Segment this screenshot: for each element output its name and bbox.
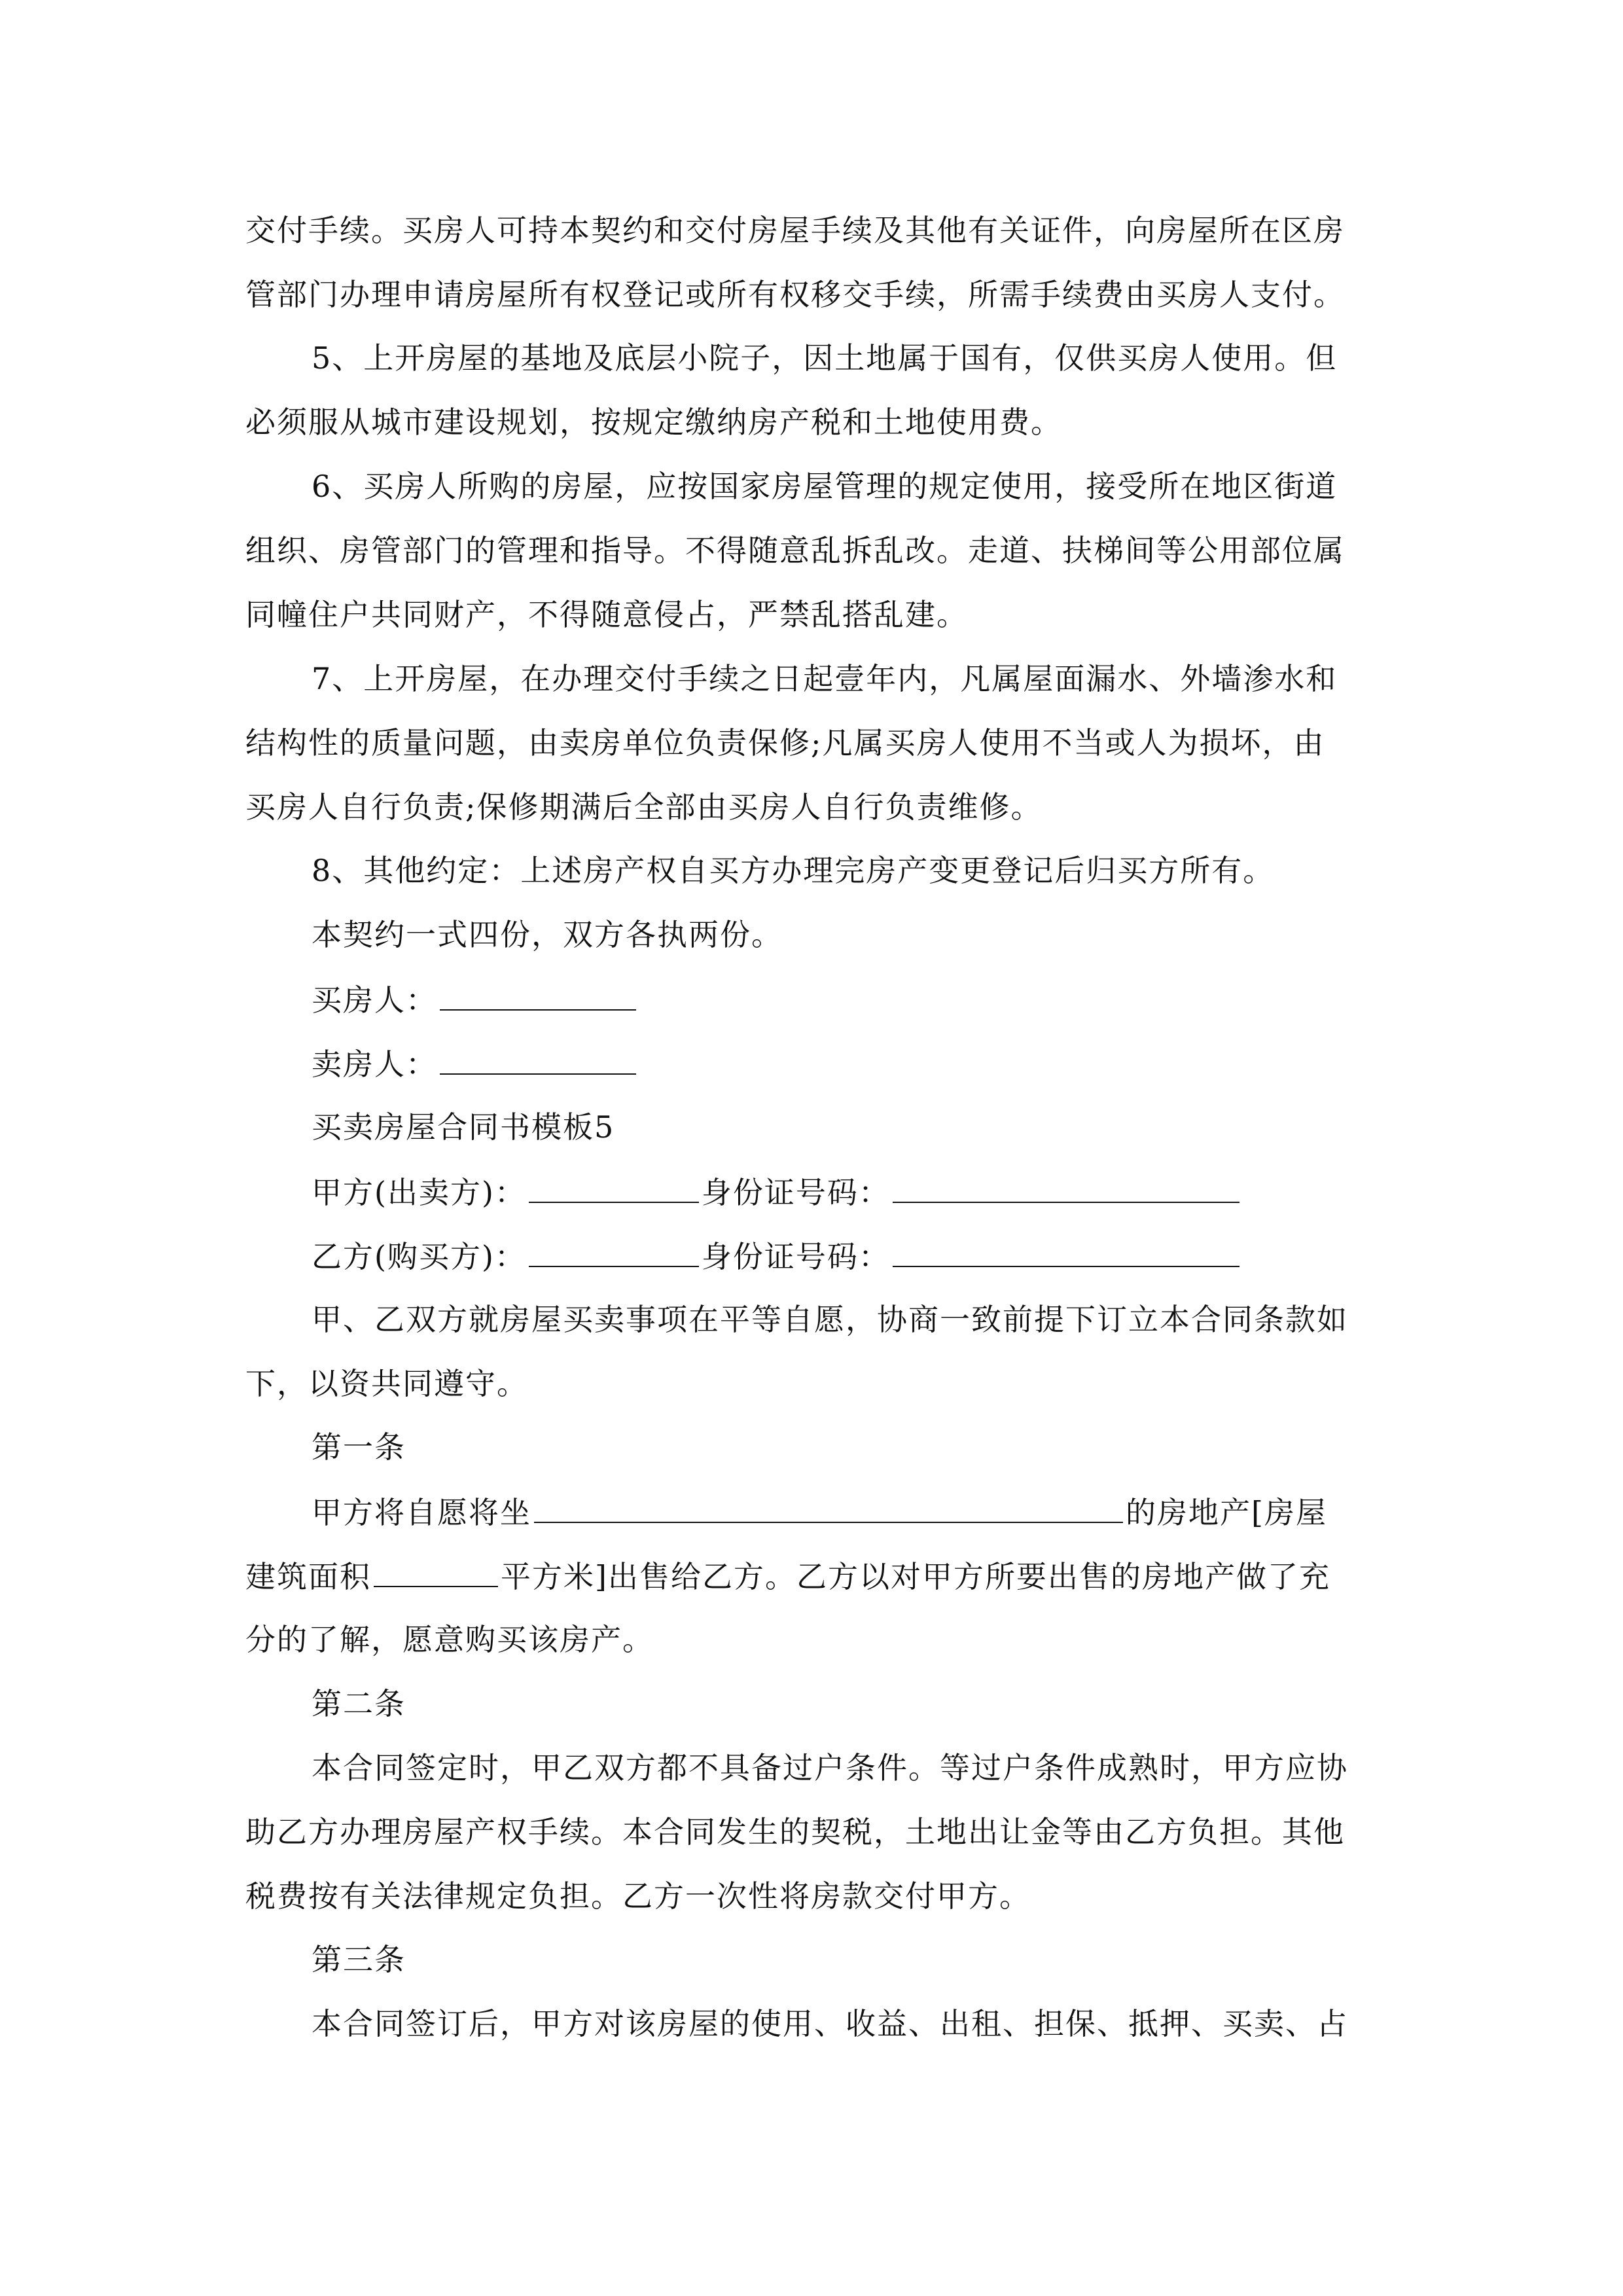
party-b-id-blank[interactable] [893,1236,1240,1267]
text-line: 必须服从城市建设规划，按规定缴纳房产税和土地使用费。 [245,404,1062,440]
party-b-label: 乙方(购买方)： [312,1239,526,1274]
article-1-line [312,1492,1327,1531]
party-a-name-blank[interactable] [529,1172,699,1203]
party-a-id-label: 身份证号码： [701,1175,890,1210]
article-1-text: 甲方将自愿将坐 [312,1495,531,1530]
intro-line: 下，以资共同遵守。 [245,1366,528,1401]
text-line: 买房人自行负责;保修期满后全部由买房人自行负责维修。 [245,789,1043,825]
party-b-line [312,1236,1242,1275]
seller-label: 卖房人： [312,1047,437,1082]
article-1-line [245,1556,1330,1595]
party-a-label: 甲方(出卖方)： [312,1175,526,1210]
text-line: 5、上开房屋的基地及底层小院子，因土地属于国有，仅供买房人使用。但 [312,340,1338,376]
text-line: 本契约一式四份，双方各执两份。 [312,917,783,952]
text-line: 7、上开房屋，在办理交付手续之日起壹年内，凡属屋面漏水、外墙渗水和 [312,661,1338,696]
party-b-id-label: 身份证号码： [701,1239,890,1274]
buyer-signature-line [312,979,639,1018]
text-line: 交付手续。买房人可持本契约和交付房屋手续及其他有关证件，向房屋所在区房 [245,213,1345,248]
seller-blank[interactable] [440,1043,636,1075]
article-2-line: 助乙方办理房屋产权手续。本合同发生的契税，土地出让金等由乙方负担。其他 [245,1814,1345,1850]
text-line: 同幢住户共同财产，不得随意侵占，严禁乱搭乱建。 [245,597,968,632]
text-line: 管部门办理申请房屋所有权登记或所有权移交手续，所需手续费由买房人支付。 [245,277,1345,312]
article-2-heading: 第二条 [312,1686,406,1721]
article-1-text: 平方米]出售给乙方。乙方以对甲方所要出售的房地产做了充 [501,1559,1330,1594]
text-line: 6、买房人所购的房屋，应按国家房屋管理的规定使用，接受所在地区街道 [312,469,1338,504]
template-title: 买卖房屋合同书模板5 [312,1109,615,1145]
property-location-blank[interactable] [534,1492,1123,1523]
area-blank[interactable] [374,1556,498,1587]
article-1-text: 建筑面积 [245,1559,371,1594]
seller-signature-line [312,1043,639,1083]
article-1-text: 的房地产[房屋 [1126,1495,1327,1530]
article-3-heading: 第三条 [312,1942,406,1977]
article-2-line: 本合同签定时，甲乙双方都不具备过户条件。等过户条件成熟时，甲方应协 [312,1750,1348,1785]
text-line: 8、其他约定：上述房产权自买方办理完房产变更登记后归买方所有。 [312,853,1275,888]
article-1-line: 分的了解，愿意购买该房产。 [245,1622,654,1657]
party-a-line [312,1172,1242,1211]
party-a-id-blank[interactable] [893,1172,1240,1203]
buyer-label: 买房人： [312,982,437,1018]
intro-line: 甲、乙双方就房屋买卖事项在平等自愿，协商一致前提下订立本合同条款如 [312,1302,1348,1337]
buyer-blank[interactable] [440,979,636,1011]
article-1-heading: 第一条 [312,1429,406,1465]
text-line: 结构性的质量问题，由卖房单位负责保修;凡属买房人使用不当或人为损坏，由 [245,725,1325,761]
party-b-name-blank[interactable] [529,1236,699,1267]
article-2-line: 税费按有关法律规定负担。乙方一次性将房款交付甲方。 [245,1878,1031,1914]
text-line: 组织、房管部门的管理和指导。不得随意乱拆乱改。走道、扶梯间等公用部位属 [245,533,1345,568]
article-3-line: 本合同签订后，甲方对该房屋的使用、收益、出租、担保、抵押、买卖、占 [312,2006,1348,2041]
